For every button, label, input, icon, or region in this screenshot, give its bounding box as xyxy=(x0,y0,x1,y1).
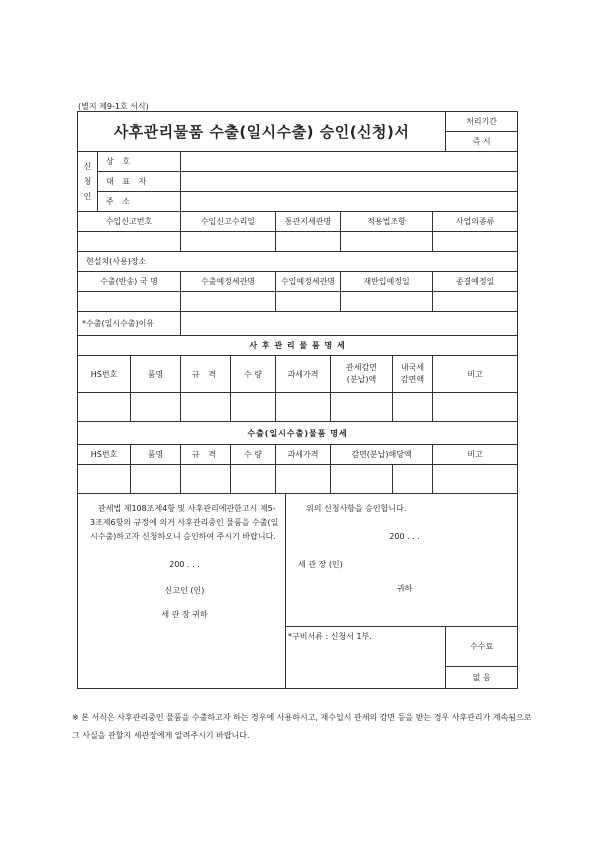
section2-value-cell[interactable] xyxy=(231,465,276,494)
form-title: 사후관리물품 수출(일시수출) 승인(신청)서 xyxy=(78,112,446,152)
address-label: 주 소 xyxy=(98,192,181,212)
import-value-cell[interactable] xyxy=(181,232,276,252)
export-reason-label: *수출(일시수출)이유 xyxy=(78,312,181,336)
section2-value-cell[interactable] xyxy=(393,465,433,494)
section2-value-cell[interactable] xyxy=(433,465,518,494)
fee-value: 없 음 xyxy=(446,666,518,689)
applicant-side-char: 청 xyxy=(83,177,92,186)
section1-value-cell[interactable] xyxy=(181,393,231,422)
export-value-cell[interactable] xyxy=(78,292,181,312)
section1-header-cell: 내국세 감면액 xyxy=(393,356,433,393)
section1-header-cell: 비고 xyxy=(433,356,518,393)
export-value-cell[interactable] xyxy=(276,292,341,312)
business-name-field[interactable] xyxy=(181,152,518,172)
import-value-cell[interactable] xyxy=(341,232,433,252)
section1-header-cell: 규 격 xyxy=(181,356,231,393)
approval-text: 위의 신청사항을 승인합니다. xyxy=(306,504,407,513)
section2-value-cell[interactable] xyxy=(181,465,231,494)
approval-official: 세 관 장 (인) xyxy=(298,560,343,569)
section2-value-cell[interactable] xyxy=(331,465,393,494)
section2-value-cell[interactable] xyxy=(131,465,181,494)
section2-header-cell: 수 량 xyxy=(231,445,276,465)
application-form xyxy=(77,111,517,689)
representative-label: 대 표 자 xyxy=(98,172,181,192)
declaration-date: 200 . . . xyxy=(169,560,200,569)
section2-header-cell: 과세가격 xyxy=(276,445,331,465)
approval-addressee: 귀하 xyxy=(396,584,413,593)
export-header-cell: 수출(반송) 국 명 xyxy=(78,272,181,292)
export-header-cell: 종결예정일 xyxy=(433,272,518,292)
installation-location-field[interactable] xyxy=(78,252,518,272)
section1-value-cell[interactable] xyxy=(433,393,518,422)
processing-period-value: 즉 시 xyxy=(446,132,518,152)
export-header-cell: 수출예정세관명 xyxy=(181,272,276,292)
business-name-label: 상 호 xyxy=(98,152,181,172)
import-value-cell[interactable] xyxy=(78,232,181,252)
form-table xyxy=(77,111,518,689)
approval-date: 200 . . . xyxy=(389,532,420,541)
applicant-side-char: 신 xyxy=(83,162,92,171)
fee-label: 수수료 xyxy=(446,627,518,667)
import-header-cell: 사업의종류 xyxy=(433,212,518,232)
import-header-cell: 수입신고수리일 xyxy=(181,212,276,232)
export-reason-field[interactable] xyxy=(181,312,518,336)
section1-title: 사 후 관 리 물 품 명 세 xyxy=(78,336,518,356)
import-header-cell: 통관지세관명 xyxy=(276,212,341,232)
declaration-text: 관세법 제108조제4항 및 사후관리에관한고시 제5-3조제6항의 규정에 의거 사후관리중인 물품을 수출(일시수출)하고자 신청하오니 승인하여 주시기 바랍니다. xyxy=(90,504,279,541)
section1-header-cell: 품명 xyxy=(131,356,181,393)
section1-header-cell: HS번호 xyxy=(78,356,131,393)
declaration-box xyxy=(78,494,286,689)
section1-value-cell[interactable] xyxy=(276,393,331,422)
section2-value-cell[interactable] xyxy=(78,465,131,494)
export-value-cell[interactable] xyxy=(341,292,433,312)
applicant-side-char: 인 xyxy=(83,192,92,201)
section1-header-cell: 관세감면 (분납)액 xyxy=(331,356,393,393)
export-header-cell: 재반입예정일 xyxy=(341,272,433,292)
section1-header-cell: 과세가격 xyxy=(276,356,331,393)
installation-location-label: 현설치(사용)장소 xyxy=(86,257,147,266)
export-value-cell[interactable] xyxy=(433,292,518,312)
section2-header-cell: 감면(분납)해당액 xyxy=(331,445,433,465)
import-value-cell[interactable] xyxy=(276,232,341,252)
section1-value-cell[interactable] xyxy=(331,393,393,422)
declaration-addressee: 세 관 장 귀하 xyxy=(161,610,208,619)
section2-header-cell: 품명 xyxy=(131,445,181,465)
attachments-note: *구비서류 : 신청서 1부. xyxy=(286,627,446,689)
import-value-cell[interactable] xyxy=(433,232,518,252)
export-header-cell: 수입예정세관명 xyxy=(276,272,341,292)
export-value-cell[interactable] xyxy=(181,292,276,312)
approval-box xyxy=(286,494,518,627)
section1-value-cell[interactable] xyxy=(131,393,181,422)
section2-header-cell: HS번호 xyxy=(78,445,131,465)
section1-header-cell: 수 량 xyxy=(231,356,276,393)
import-header-cell: 수입신고번호 xyxy=(78,212,181,232)
representative-field[interactable] xyxy=(181,172,518,192)
declaration-applicant: 신고인 (인) xyxy=(164,586,205,595)
import-header-cell: 적용법조항 xyxy=(341,212,433,232)
address-field[interactable] xyxy=(181,192,518,212)
section1-value-cell[interactable] xyxy=(231,393,276,422)
applicant-side-label xyxy=(78,152,98,212)
section1-value-cell[interactable] xyxy=(393,393,433,422)
section2-title: 수출(일시수출)물품 명세 xyxy=(78,422,518,445)
section2-value-cell[interactable] xyxy=(276,465,331,494)
section1-value-cell[interactable] xyxy=(78,393,131,422)
processing-period-label: 처리기간 xyxy=(446,112,518,132)
section2-header-cell: 규 격 xyxy=(181,445,231,465)
form-code: (별지 제9-1호 서식) xyxy=(78,102,149,111)
footnote: ※ 본 서식은 사후관리중인 물품을 수출하고자 하는 경우에 사용하시고, 재수입시 관세의 감면 등을 받는 경우 사후관리가 계속됨으로 그 사실을 관할지 세관장에게 알려주시기 바랍니다. xyxy=(72,713,532,740)
section2-header-cell: 비고 xyxy=(433,445,518,465)
